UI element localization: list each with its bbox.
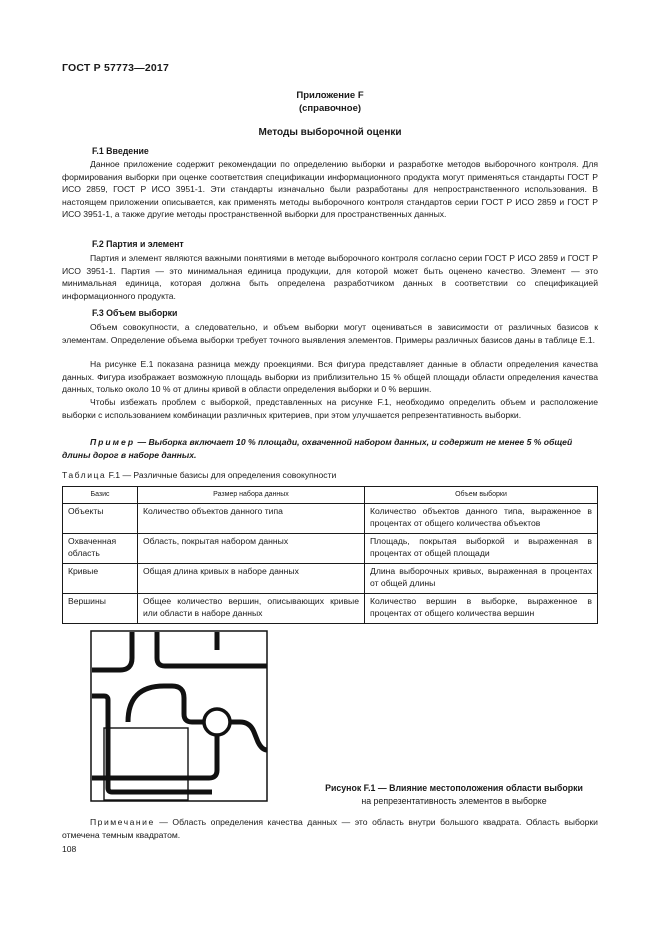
table-cell: Длина выборочных кривых, выраженная в процентах от общей длины [365,564,598,594]
header-dataset-size: Размер набора данных [138,487,365,504]
table-row [63,504,598,534]
table-caption [62,470,336,480]
table-cell: Площадь, покрытая выборкой и выраженная в процентах от общей площади [365,534,598,564]
bases-table [62,486,598,624]
paragraph-f1-1 [62,158,598,221]
heading-f1: F.1 Введение [92,146,149,156]
paragraph-f3-3 [62,396,598,421]
annex-title: Приложение F [296,90,364,101]
paragraph-text: Данное приложение содержит рекомендации по определению выборки и разработке методов выборочного контроля. Для формирования выборки при оценке соответствия спецификации информационного продукта могут применяться стандарты ГОСТ Р ИСО 2859, ГОСТ Р ИСО 3951-1. Эти стандарты изначально были разработаны для непространственного использования. В настоящем приложении описывается, как применять методы выборочного контроля стандартов серии ГОСТ Р ИСО 2859 и ГОСТ Р ИСО 3951-1, а также другие методы пространственной выборки для пространственных данных. [62,159,598,219]
table-cell: Вершины [63,594,138,624]
road-curve [157,632,267,666]
example-paragraph [62,436,598,461]
table-cell: Общая длина кривых в наборе данных [138,564,365,594]
heading-f3: F.3 Объем выборки [92,308,178,318]
note-label: Примечание [90,817,155,827]
figure-caption-line2: на репрезентативность элементов в выборке [361,796,547,806]
table-cell: Объекты [63,504,138,534]
table-caption-text: F.1 — Различные базисы для определения совокупности [106,470,337,480]
paragraph-text: На рисунке Е.1 показана разница между проекциями. Вся фигура представляет данные в области определения качества данных. Фигура изображает возможную площадь выборки из приблизительно 15 % общей площади области определения качества данных, только около 10 % от длины кривой в области определения выборки и 0 % вершин. [62,359,598,394]
vertex-circle [204,709,230,735]
road-curve [230,722,267,750]
paragraph-text: Чтобы избежать проблем с выборкой, представленных на рисунке F.1, необходимо определить объем и расположение выборки с использованием комбинации различных критериев, при этом улучшается репрезентативность выборки. [62,397,598,420]
heading-f2: F.2 Партия и элемент [92,239,184,249]
paragraph-text: Объем совокупности, а следовательно, и объем выборки могут оцениваться в зависимости от различных базисов к элементам. Определение объема выборки требует точного выявления элементов. Примеры различных базисов даны в таблице Е.1. [62,322,598,345]
table-header-row [63,487,598,504]
note-text: — Область определения качества данных — это область внутри большого квадрата. Область выборки отмечена темным квадратом. [62,817,598,840]
paragraph-f3-2 [62,358,598,396]
sample-area-square [104,728,188,800]
sampling-figure [90,630,268,802]
table-cell: Количество вершин в выборке, выраженное в процентах от общего количества вершин [365,594,598,624]
document-id: ГОСТ Р 57773—2017 [62,62,170,74]
road-curve [92,632,132,670]
table-cell: Кривые [63,564,138,594]
example-text: — Выборка включает 10 % площади, охваченной набором данных, и содержит не менее 5 % общей длины дорог в наборе данных. [62,437,573,460]
header-sample-size: Объем выборки [365,487,598,504]
paragraph-f3-1 [62,321,598,346]
figure-caption-line1: Рисунок F.1 — Влияние местоположения области выборки [325,783,583,793]
example-label: Пример [90,437,136,447]
page-number: 108 [62,844,77,854]
road-curve [128,686,204,722]
road-curves [92,632,267,792]
figure-caption [310,782,598,808]
table-caption-label: Таблица [62,470,107,480]
table-cell: Количество объектов данного типа, выраженное в процентах от общего количества объектов [365,504,598,534]
table-cell: Общее количество вершин, описывающих кривые или области в наборе данных [138,594,365,624]
table-cell: Охваченная область [63,534,138,564]
section-title: Методы выборочной оценки [258,127,402,138]
table-cell: Область, покрытая набором данных [138,534,365,564]
road-curve [92,735,217,778]
table-row [63,564,598,594]
paragraph-f2-1 [62,252,598,302]
paragraph-text: Партия и элемент являются важными понятиями в методе выборочного контроля согласно серии ГОСТ Р ИСО 2859 и ГОСТ Р ИСО 3951-1. Партия — это минимальная единица продукции, для которой может быть оценено качество. Элемент — это минимальная единица, которая должна быть определена разработчиком данных в соответствии со спецификацией информационного продукта. [62,253,598,301]
table-row [63,594,598,624]
annex-subtitle: (справочное) [298,103,362,114]
note-paragraph [62,816,598,841]
header-basis: Базис [63,487,138,504]
table-row [63,534,598,564]
table-cell: Количество объектов данного типа [138,504,365,534]
